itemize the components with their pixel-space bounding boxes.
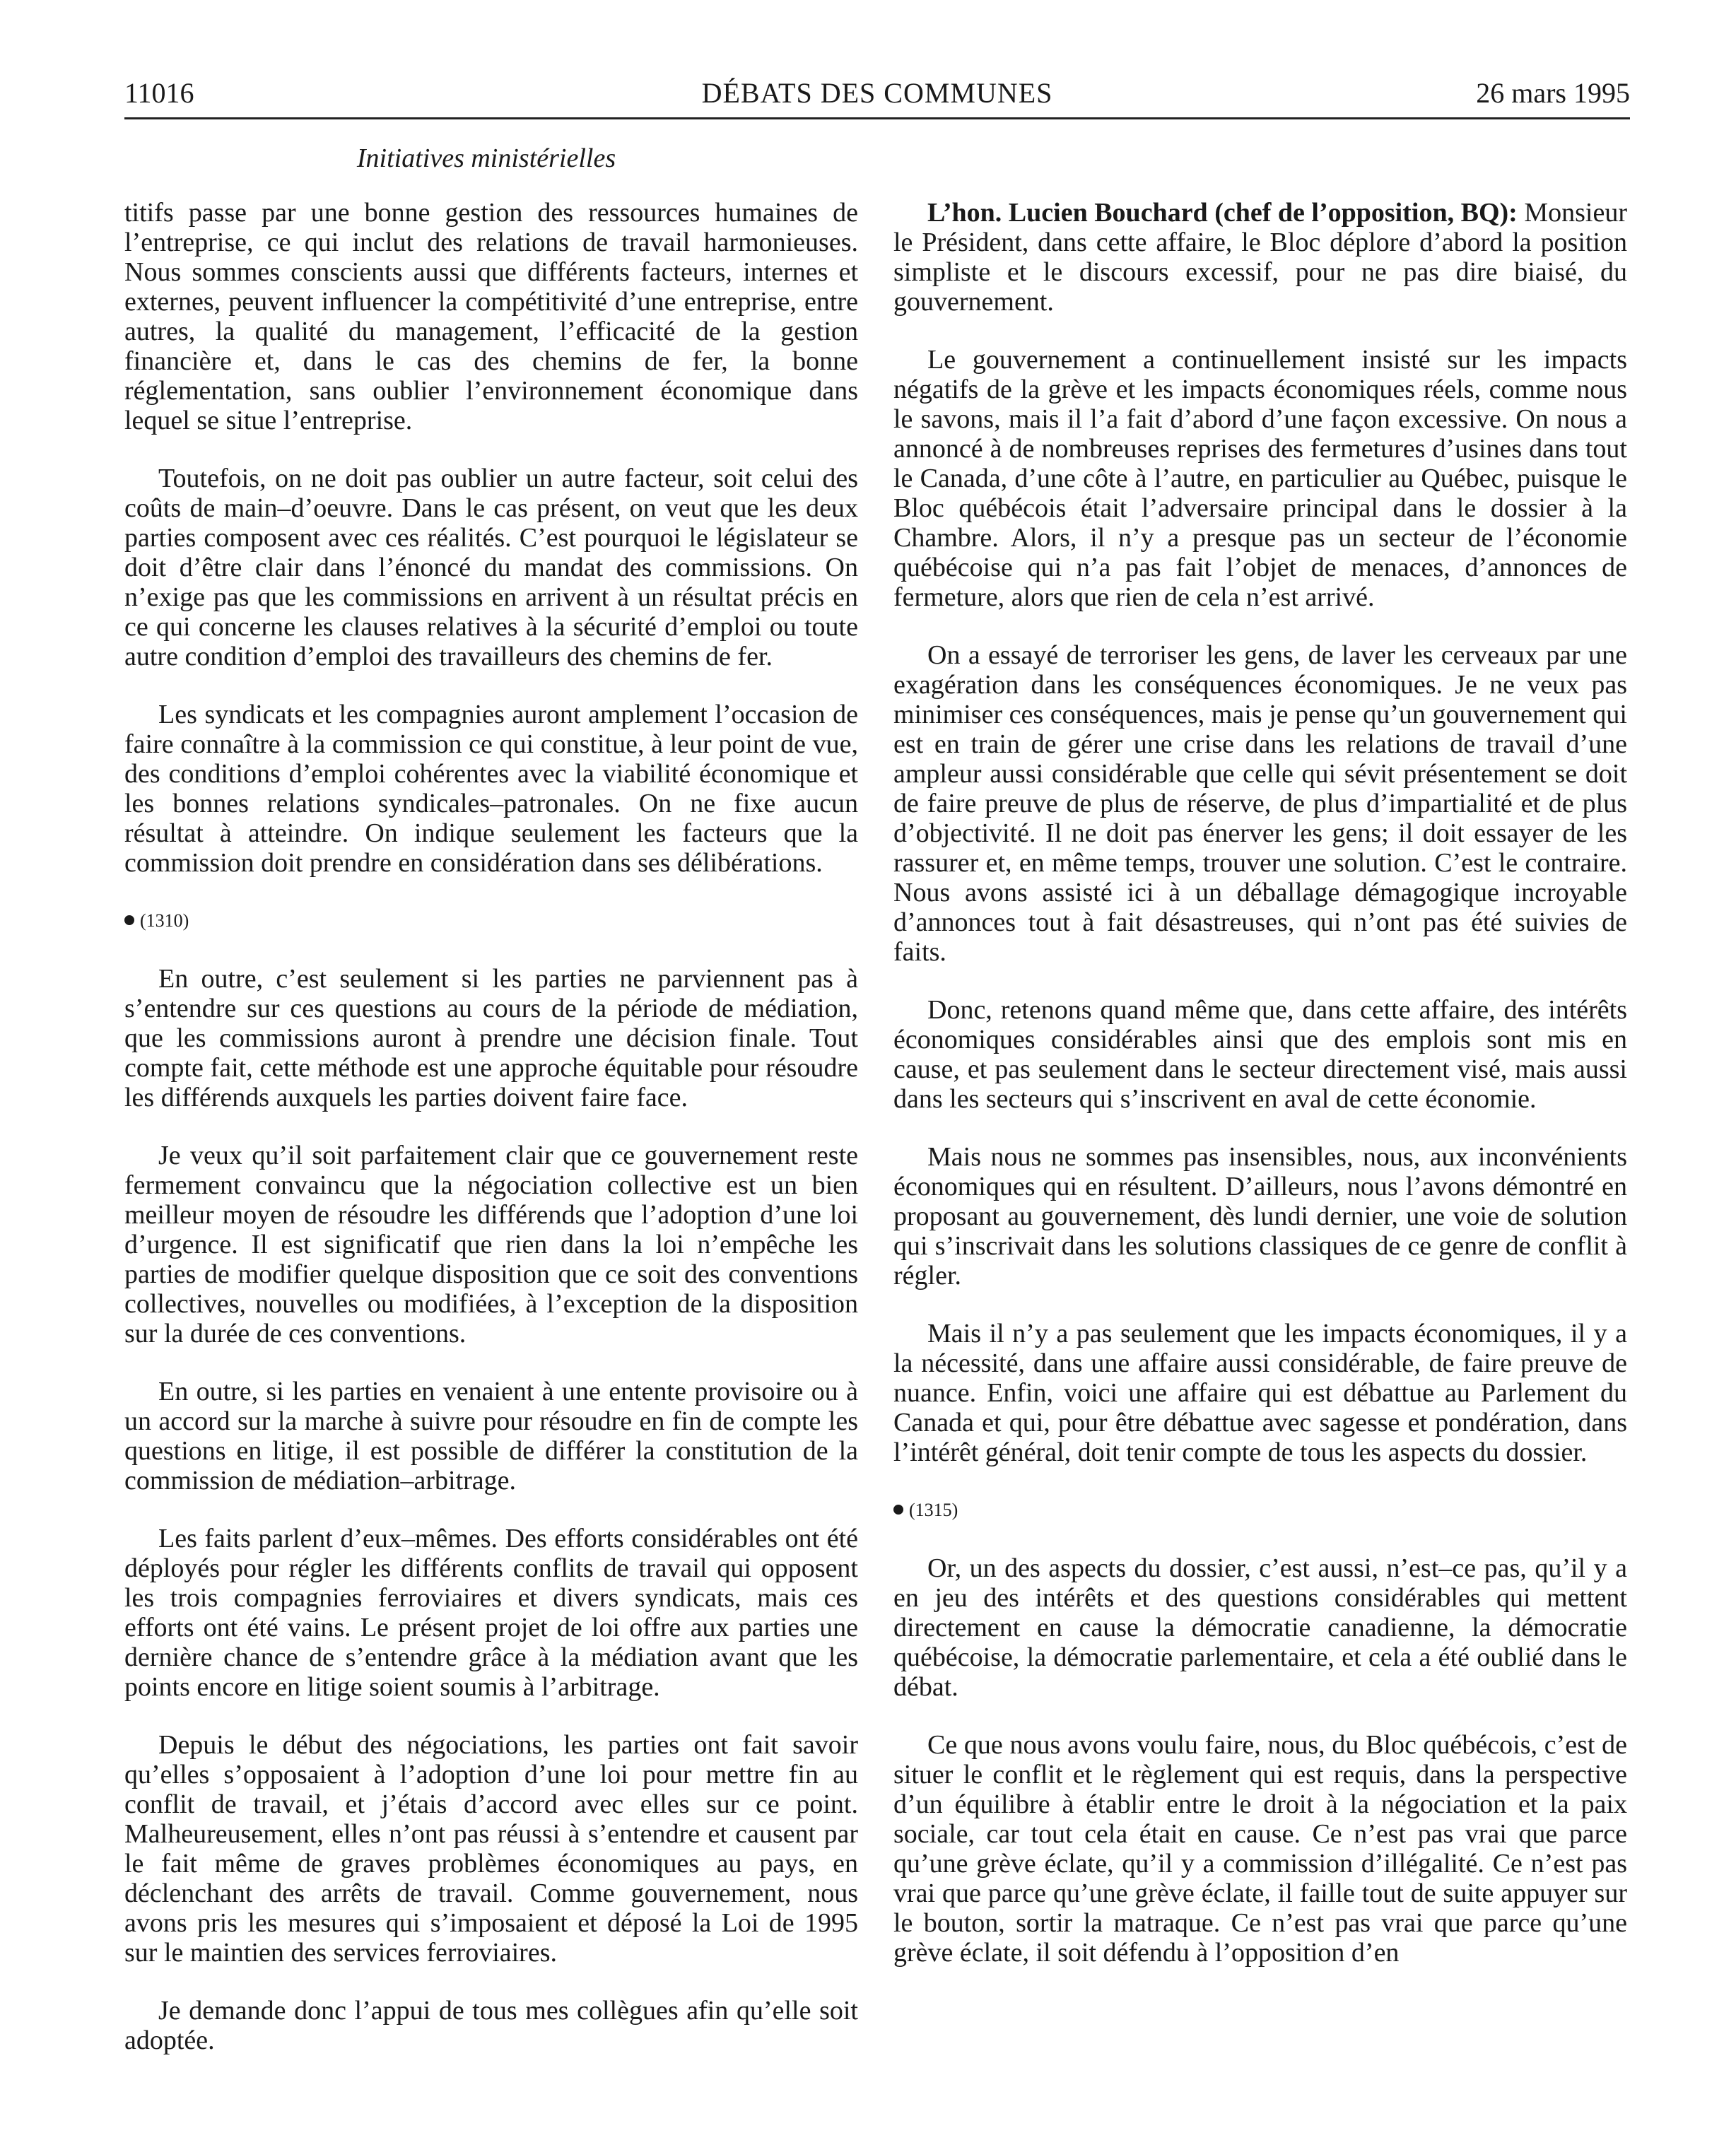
- time-marker-label: (1310): [140, 910, 189, 931]
- paragraph: On a essayé de terroriser les gens, de laver les cerveaux par une exagération dans les conséquences économiques. Je ne veux pas minimiser ces conséquences, mais je pense qu’un gouvernement qui est en train de gérer une crise dans les relations de travail d’une ampleur aussi considérable que celle qui sévit présentement se doit de faire preuve de plus de réserve, de plus d’impartialité et de plus d’objectivité. Il ne doit pas énerver les gens; il doit essayer de les rassurer et, en même temps, trouver une solution. C’est le contraire. Nous avons assisté ici à un déballage démagogique incroyable d’annonces tout à fait désastreuses, qui n’ont pas été suivies de faits.: [893, 640, 1627, 967]
- paragraph: Toutefois, on ne doit pas oublier un autre facteur, soit celui des coûts de main–d’oeuvre. Dans le cas présent, on veut que les deux parties composent avec ces réalités. C’est pourquoi le législateur se doit d’être clair dans l’énoncé du mandat des commissions. On n’exige pas que les commissions en arrivent à un résultat précis en ce qui concerne les clauses relatives à la sécurité d’emploi ou toute autre condition d’emploi des travailleurs des chemins de fer.: [124, 464, 858, 671]
- bullet-icon: [124, 915, 134, 925]
- paragraph: Or, un des aspects du dossier, c’est aussi, n’est–ce pas, qu’il y a en jeu des intérêts et des questions considérables qui mettent directement en cause la démocratie canadienne, la démocratie québécoise, la démocratie parlementaire, et cela a été oublié dans le débat.: [893, 1553, 1627, 1702]
- paragraph: En outre, c’est seulement si les parties ne parviennent pas à s’entendre sur ces questions au cours de la période de médiation, que les commissions auront à prendre une décision finale. Tout compte fait, cette méthode est une approche équitable pour résoudre les différends auxquels les parties doivent faire face.: [124, 964, 858, 1112]
- speaker-name: L’hon. Lucien Bouchard (chef de l’opposition, BQ):: [927, 198, 1518, 228]
- paragraph: Les syndicats et les compagnies auront amplement l’occasion de faire connaître à la commission ce qui constitue, à leur point de vue, des conditions d’emploi cohérentes avec la viabilité économique et les bonnes relations syndicales–patronales. On ne fixe aucun résultat à atteindre. On indique seulement les facteurs que la commission doit prendre en considération dans ses délibérations.: [124, 700, 858, 878]
- paragraph: Mais nous ne sommes pas insensibles, nous, aux inconvénients économiques qui en résultent. D’ailleurs, nous l’avons démontré en proposant au gouvernement, dès lundi dernier, une voie de solution qui s’inscrivait dans les solutions classiques de ce genre de conflit à régler.: [893, 1142, 1627, 1291]
- paragraph: Ce que nous avons voulu faire, nous, du Bloc québécois, c’est de situer le conflit et le règlement qui est requis, dans la perspective d’un équilibre à établir entre le droit à la négociation et la paix sociale, car tout cela était en cause. Ce n’est pas vrai que parce qu’une grève éclate, qu’il y a commission d’illégalité. Ce n’est pas vrai que parce qu’une grève éclate, il faille tout de suite appuyer sur le bouton, sortir la matraque. Ce n’est pas vrai que parce qu’une grève éclate, il soit défendu à l’opposition d’en: [893, 1730, 1627, 1968]
- paragraph: Donc, retenons quand même que, dans cette affaire, des intérêts économiques considérables ainsi que des emplois sont mis en cause, et pas seulement dans le secteur directement visé, mais aussi dans les secteurs qui s’inscrivent en aval de cette économie.: [893, 995, 1627, 1114]
- paragraph: titifs passe par une bonne gestion des ressources humaines de l’entreprise, ce qui inclut des relations de travail harmonieuses. Nous sommes conscients aussi que différents facteurs, internes et externes, peuvent influencer la compétitivité d’une entreprise, entre autres, la qualité du management, l’efficacité de la gestion financière et, dans le cas des chemins de fer, la bonne réglementation, sans oublier l’environnement économique dans lequel se situe l’entreprise.: [124, 198, 858, 435]
- section-title: Initiatives ministérielles: [356, 143, 616, 173]
- page-header: [124, 74, 1630, 119]
- bullet-icon: [893, 1505, 903, 1515]
- page-date: 26 mars 1995: [1476, 77, 1630, 109]
- paragraph: Le gouvernement a continuellement insisté sur les impacts négatifs de la grève et les impacts économiques réels, comme nous le savons, mais il l’a fait d’abord d’une façon excessive. On nous a annoncé à de nombreuses reprises des fermetures d’usines dans tout le Canada, d’une côte à l’autre, en particulier au Québec, puisque le Bloc québécois était l’adversaire principal dans le dossier à la Chambre. Alors, il n’y a presque pas un secteur de l’économie québécoise qui n’a pas fait l’objet de menaces, d’annonces de fermeture, alors que rien de cela n’est arrivé.: [893, 345, 1627, 612]
- time-marker: [124, 906, 858, 936]
- paragraph: En outre, si les parties en venaient à une entente provisoire ou à un accord sur la marche à suivre pour résoudre en fin de compte les questions en litige, il est possible de différer la constitution de la commission de médiation–arbitrage.: [124, 1377, 858, 1495]
- publication-title: DÉBATS DES COMMUNES: [701, 77, 1053, 109]
- paragraph: Les faits parlent d’eux–mêmes. Des efforts considérables ont été déployés pour régler les différents conflits de travail qui opposent les trois compagnies ferroviaires et divers syndicats, mais ces efforts ont été vains. Le présent projet de loi offre aux parties une dernière chance de s’entendre grâce à la médiation avant que les points encore en litige soient soumis à l’arbitrage.: [124, 1524, 858, 1702]
- paragraph: Je veux qu’il soit parfaitement clair que ce gouvernement reste fermement convaincu que la négociation collective est un bien meilleur moyen de résoudre les différends que l’adoption d’une loi d’urgence. Il est significatif que rien dans la loi n’empêche les parties de modifier quelque disposition que ce soit des conventions collectives, nouvelles ou modifiées, à l’exception de la disposition sur la durée de ces conventions.: [124, 1141, 858, 1348]
- page-number: 11016: [124, 77, 194, 109]
- time-marker: [893, 1495, 1627, 1525]
- right-column: [893, 198, 1627, 1996]
- paragraph: Mais il n’y a pas seulement que les impacts économiques, il y a la nécessité, dans une affaire aussi considérable, de faire preuve de nuance. Enfin, voici une affaire qui est débattue au Parlement du Canada et qui, pour être débattue avec sagesse et pondération, dans l’intérêt général, doit tenir compte de tous les aspects du dossier.: [893, 1319, 1627, 1467]
- paragraph: Je demande donc l’appui de tous mes collègues afin qu’elle soit adoptée.: [124, 1996, 858, 2055]
- speaker-text: Monsieur le Président, dans cette affaire, le Bloc déplore d’abord la position simpliste et le discours excessif, pour ne pas dire biaisé, du gouvernement.: [893, 198, 1627, 317]
- paragraph: Depuis le début des négociations, les parties ont fait savoir qu’elles s’opposaient à l’adoption d’une loi pour mettre fin au conflit de travail, et j’étais d’accord avec elles sur ce point. Malheureusement, elles n’ont pas réussi à s’entendre et causent par le fait même de graves problèmes économiques au pays, en déclenchant des arrêts de travail. Comme gouvernement, nous avons pris les mesures qui s’imposaient et déposé la Loi de 1995 sur le maintien des services ferroviaires.: [124, 1730, 858, 1968]
- speaker-paragraph: [893, 198, 1627, 317]
- left-column: [124, 198, 858, 2083]
- time-marker-label: (1315): [909, 1500, 958, 1520]
